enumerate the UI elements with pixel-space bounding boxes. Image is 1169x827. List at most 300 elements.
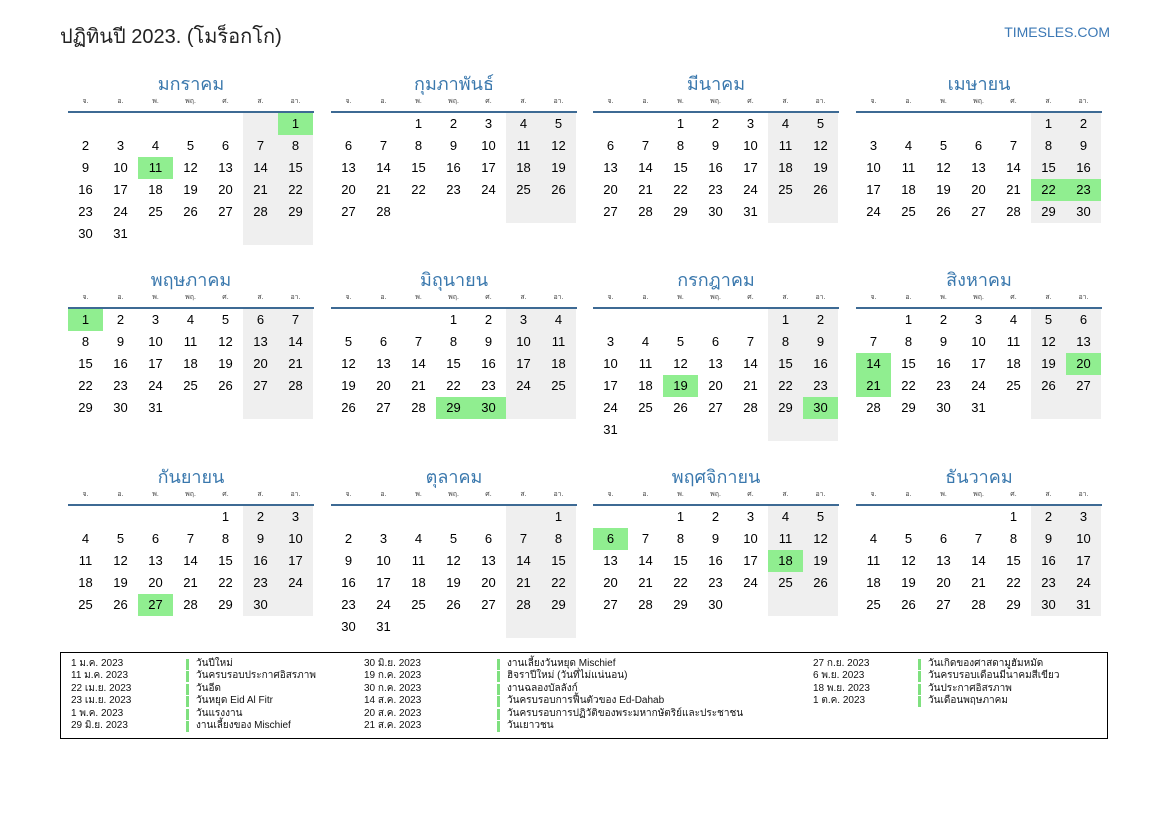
day-cell: 12: [541, 135, 576, 157]
day-cell: 16: [936, 356, 951, 371]
day-cell: 31: [603, 422, 618, 437]
legend-item: [364, 708, 804, 720]
day-cell: 13: [603, 160, 618, 175]
legend-column: [813, 658, 1103, 708]
weekday-label: อ.: [642, 294, 649, 301]
empty-day-cell: [243, 397, 278, 419]
weekday-label: พ.: [677, 491, 684, 498]
day-cell: 8: [449, 334, 458, 349]
day-cell: 27: [708, 400, 723, 415]
day-cell: 8: [221, 531, 230, 546]
day-cell: 14: [278, 331, 313, 353]
legend-date: 14 ส.ค. 2023: [364, 695, 422, 707]
weekday-label: จ.: [82, 294, 89, 301]
weekday-label: อา.: [553, 294, 564, 301]
day-cell: 27: [481, 597, 496, 612]
day-cell: 7: [869, 334, 878, 349]
day-cell: 1: [676, 116, 685, 131]
day-cell: 29: [1006, 597, 1021, 612]
month-title: สิงหาคม: [946, 270, 1012, 290]
day-cell: 6: [243, 309, 278, 331]
weekday-label: อา.: [1078, 98, 1089, 105]
empty-day-cell: [366, 309, 401, 331]
day-cell: 8: [676, 531, 685, 546]
day-cell: 18: [541, 353, 576, 375]
weekday-label: ส.: [782, 294, 789, 301]
holiday-day-cell: 11: [138, 157, 173, 179]
day-cell: 3: [278, 506, 313, 528]
day-cell: 26: [803, 572, 838, 594]
weekday-label: ส.: [257, 98, 264, 105]
day-cell: 20: [708, 378, 723, 393]
day-cell: 3: [869, 138, 878, 153]
day-cell: 25: [638, 400, 653, 415]
day-cell: 28: [506, 594, 541, 616]
empty-day-cell: [243, 113, 278, 135]
day-cell: 17: [148, 356, 163, 371]
day-cell: 31: [1066, 594, 1101, 616]
weekday-header: [331, 292, 577, 304]
weekday-label: ศ.: [1010, 98, 1017, 105]
day-grid: [331, 506, 577, 638]
empty-day-cell: [103, 113, 138, 135]
day-cell: 3: [746, 116, 755, 131]
empty-day-cell: [803, 419, 838, 441]
day-cell: 30: [708, 204, 723, 219]
day-cell: 26: [803, 179, 838, 201]
weekday-label: จ.: [607, 294, 614, 301]
day-cell: 2: [711, 509, 720, 524]
legend-holiday-name: วันเดือนพฤษภาคม: [928, 695, 1008, 707]
legend-column: [364, 658, 804, 732]
empty-day-cell: [733, 594, 768, 616]
day-cell: 17: [866, 182, 881, 197]
legend-date: 21 ส.ค. 2023: [364, 719, 422, 731]
day-cell: 19: [218, 356, 233, 371]
month-calendar: [856, 465, 1102, 616]
day-cell: 30: [1031, 594, 1066, 616]
empty-day-cell: [278, 594, 313, 616]
empty-day-cell: [541, 616, 576, 638]
legend-date: 1 ม.ค. 2023: [71, 658, 124, 669]
day-cell: 28: [866, 400, 881, 415]
day-cell: 23: [446, 182, 461, 197]
day-cell: 12: [446, 553, 461, 568]
day-cell: 14: [506, 550, 541, 572]
day-cell: 4: [414, 531, 423, 546]
empty-day-cell: [628, 309, 663, 331]
day-grid: [331, 309, 577, 419]
day-cell: 12: [901, 553, 916, 568]
holiday-day-cell: 21: [856, 375, 891, 397]
empty-day-cell: [733, 419, 768, 441]
day-cell: 5: [803, 113, 838, 135]
day-cell: 10: [278, 528, 313, 550]
day-cell: 5: [939, 138, 948, 153]
day-cell: 19: [446, 575, 461, 590]
day-cell: 20: [243, 353, 278, 375]
day-cell: 16: [1031, 550, 1066, 572]
empty-day-cell: [1066, 397, 1101, 419]
day-grid: [856, 113, 1102, 223]
day-cell: 15: [673, 553, 688, 568]
legend-date: 18 พ.ย. 2023: [813, 682, 870, 694]
day-cell: 23: [243, 572, 278, 594]
day-cell: 11: [768, 528, 803, 550]
weekday-label: อา.: [815, 98, 826, 105]
day-cell: 1: [449, 312, 458, 327]
weekday-header: [68, 96, 314, 108]
legend-date: 6 พ.ย. 2023: [813, 670, 865, 682]
month-calendar: [68, 268, 314, 419]
day-cell: 26: [183, 204, 198, 219]
weekday-label: พฤ.: [185, 491, 196, 498]
weekday-label: พฤ.: [448, 294, 459, 301]
day-cell: 13: [341, 160, 356, 175]
empty-day-cell: [768, 201, 803, 223]
empty-day-cell: [506, 616, 541, 638]
day-cell: 12: [1031, 331, 1066, 353]
legend-date: 30 มิ.ย. 2023: [364, 658, 421, 669]
day-cell: 19: [901, 575, 916, 590]
legend-date: 20 ส.ค. 2023: [364, 707, 422, 719]
empty-day-cell: [208, 397, 243, 419]
day-cell: 22: [541, 572, 576, 594]
day-cell: 9: [449, 138, 458, 153]
day-cell: 22: [411, 182, 426, 197]
day-cell: 8: [81, 334, 90, 349]
page-title: ปฏิทินปี 2023. (โมร็อกโก): [60, 26, 282, 48]
day-cell: 31: [376, 619, 391, 634]
day-cell: 21: [1006, 182, 1021, 197]
day-cell: 30: [341, 619, 356, 634]
day-cell: 19: [1031, 353, 1066, 375]
month-calendar: [331, 465, 577, 638]
weekday-label: จ.: [345, 294, 352, 301]
day-cell: 4: [506, 113, 541, 135]
day-cell: 28: [183, 597, 198, 612]
empty-day-cell: [173, 397, 208, 419]
empty-day-cell: [698, 309, 733, 331]
day-cell: 13: [376, 356, 391, 371]
day-cell: 11: [183, 334, 198, 349]
month-calendar: [593, 465, 839, 616]
day-cell: 14: [743, 356, 758, 371]
day-grid: [331, 113, 577, 223]
day-cell: 16: [1066, 157, 1101, 179]
day-cell: 27: [603, 204, 618, 219]
legend-holiday-name: วันครบรอบประกาศอิสรภาพ: [196, 670, 316, 682]
day-cell: 3: [116, 138, 125, 153]
day-cell: 16: [446, 160, 461, 175]
day-cell: 21: [243, 179, 278, 201]
legend-holiday-name: วันครบรอบเดือนมีนาคมสีเขียว: [928, 670, 1060, 682]
month-title: ธันวาคม: [945, 467, 1013, 487]
day-cell: 24: [376, 597, 391, 612]
weekday-label: ศ.: [222, 294, 229, 301]
day-cell: 22: [278, 179, 313, 201]
day-cell: 25: [411, 597, 426, 612]
day-cell: 9: [939, 334, 948, 349]
day-cell: 11: [1006, 334, 1021, 349]
weekday-header: [856, 96, 1102, 108]
day-cell: 7: [506, 528, 541, 550]
day-cell: 10: [971, 334, 986, 349]
day-cell: 9: [1066, 135, 1101, 157]
day-cell: 6: [1066, 309, 1101, 331]
empty-day-cell: [68, 506, 103, 528]
day-cell: 27: [603, 597, 618, 612]
day-cell: 9: [1031, 528, 1066, 550]
day-grid: [856, 309, 1102, 419]
legend-date: 30 ก.ค. 2023: [364, 682, 422, 694]
day-cell: 3: [151, 312, 160, 327]
day-cell: 2: [81, 138, 90, 153]
day-cell: 9: [484, 334, 493, 349]
empty-day-cell: [996, 397, 1031, 419]
day-cell: 20: [603, 575, 618, 590]
day-cell: 1: [1031, 113, 1066, 135]
empty-day-cell: [593, 506, 628, 528]
empty-day-cell: [331, 309, 366, 331]
empty-day-cell: [471, 201, 506, 223]
empty-day-cell: [698, 419, 733, 441]
day-cell: 6: [221, 138, 230, 153]
weekday-label: พ.: [677, 98, 684, 105]
holiday-day-cell: 6: [593, 528, 628, 550]
day-cell: 4: [151, 138, 160, 153]
site-brand-link[interactable]: TIMESLES.COM: [1004, 24, 1110, 40]
day-cell: 1: [414, 116, 423, 131]
weekday-label: พฤ.: [973, 491, 984, 498]
weekday-label: จ.: [345, 491, 352, 498]
empty-day-cell: [173, 506, 208, 528]
empty-day-cell: [506, 506, 541, 528]
day-cell: 1: [904, 312, 913, 327]
legend-item: [71, 708, 361, 720]
day-cell: 15: [411, 160, 426, 175]
empty-day-cell: [663, 309, 698, 331]
day-cell: 22: [673, 182, 688, 197]
day-cell: 20: [936, 575, 951, 590]
day-cell: 24: [113, 204, 128, 219]
empty-day-cell: [996, 113, 1031, 135]
day-cell: 16: [708, 553, 723, 568]
weekday-label: พ.: [677, 294, 684, 301]
day-cell: 2: [344, 531, 353, 546]
weekday-label: จ.: [870, 98, 877, 105]
day-cell: 23: [1031, 572, 1066, 594]
day-cell: 29: [673, 597, 688, 612]
day-cell: 24: [866, 204, 881, 219]
weekday-label: ส.: [782, 98, 789, 105]
day-cell: 8: [278, 135, 313, 157]
day-cell: 23: [78, 204, 93, 219]
day-cell: 3: [974, 312, 983, 327]
empty-day-cell: [401, 201, 436, 223]
day-cell: 4: [81, 531, 90, 546]
day-cell: 27: [971, 204, 986, 219]
empty-day-cell: [208, 223, 243, 245]
holiday-day-cell: 23: [1066, 179, 1101, 201]
legend-holiday-name: งานฉลองบัลลังก์: [507, 682, 578, 694]
day-cell: 21: [376, 182, 391, 197]
day-cell: 10: [603, 356, 618, 371]
day-cell: 1: [1009, 509, 1018, 524]
day-cell: 26: [113, 597, 128, 612]
day-cell: 26: [541, 179, 576, 201]
empty-day-cell: [803, 201, 838, 223]
day-cell: 28: [638, 597, 653, 612]
day-cell: 28: [743, 400, 758, 415]
empty-day-cell: [926, 506, 961, 528]
day-cell: 24: [148, 378, 163, 393]
empty-day-cell: [173, 223, 208, 245]
day-cell: 27: [936, 597, 951, 612]
holiday-day-cell: 20: [1066, 353, 1101, 375]
empty-day-cell: [366, 113, 401, 135]
day-cell: 15: [218, 553, 233, 568]
legend-item: [813, 695, 1103, 707]
weekday-header: [68, 292, 314, 304]
day-cell: 10: [376, 553, 391, 568]
day-cell: 26: [218, 378, 233, 393]
empty-day-cell: [856, 113, 891, 135]
day-cell: 9: [116, 334, 125, 349]
empty-day-cell: [926, 113, 961, 135]
day-grid: [593, 113, 839, 223]
day-cell: 15: [768, 353, 803, 375]
empty-day-cell: [401, 616, 436, 638]
day-cell: 25: [768, 572, 803, 594]
empty-day-cell: [856, 506, 891, 528]
day-cell: 4: [641, 334, 650, 349]
day-cell: 31: [148, 400, 163, 415]
day-cell: 3: [379, 531, 388, 546]
weekday-label: อา.: [290, 98, 301, 105]
day-cell: 12: [803, 528, 838, 550]
weekday-label: พ.: [415, 98, 422, 105]
legend-date: 27 ก.ย. 2023: [813, 658, 870, 669]
day-cell: 30: [113, 400, 128, 415]
day-cell: 25: [901, 204, 916, 219]
empty-day-cell: [436, 201, 471, 223]
holiday-day-cell: 29: [436, 397, 471, 419]
holiday-day-cell: 22: [1031, 179, 1066, 201]
weekday-label: อ.: [905, 98, 912, 105]
day-cell: 4: [768, 506, 803, 528]
day-cell: 10: [743, 138, 758, 153]
empty-day-cell: [138, 223, 173, 245]
day-cell: 12: [341, 356, 356, 371]
empty-day-cell: [401, 506, 436, 528]
legend-item: [71, 658, 361, 670]
weekday-header: [331, 96, 577, 108]
empty-day-cell: [541, 201, 576, 223]
day-cell: 7: [746, 334, 755, 349]
empty-day-cell: [278, 397, 313, 419]
legend-holiday-name: วันเกิดของศาสดามูฮัมหมัด: [928, 658, 1044, 669]
weekday-label: พฤ.: [710, 98, 721, 105]
weekday-label: อา.: [553, 98, 564, 105]
weekday-label: อ.: [380, 294, 387, 301]
day-cell: 6: [344, 138, 353, 153]
weekday-label: พ.: [152, 98, 159, 105]
day-cell: 7: [414, 334, 423, 349]
day-cell: 16: [113, 356, 128, 371]
month-title: พฤศจิกายน: [671, 467, 761, 487]
legend-item: [364, 670, 804, 682]
legend-date: 23 เม.ย. 2023: [71, 695, 132, 707]
day-cell: 4: [1009, 312, 1018, 327]
day-cell: 5: [904, 531, 913, 546]
day-cell: 24: [743, 575, 758, 590]
day-cell: 18: [78, 575, 93, 590]
weekday-label: พฤ.: [448, 491, 459, 498]
day-cell: 25: [768, 179, 803, 201]
day-cell: 16: [481, 356, 496, 371]
day-cell: 13: [936, 553, 951, 568]
holiday-day-cell: 19: [663, 375, 698, 397]
day-grid: [593, 309, 839, 441]
day-cell: 23: [708, 575, 723, 590]
day-cell: 5: [221, 312, 230, 327]
day-cell: 26: [936, 204, 951, 219]
month-title: กันยายน: [157, 467, 225, 487]
day-cell: 28: [971, 597, 986, 612]
weekday-header: [593, 292, 839, 304]
holiday-day-cell: 30: [803, 397, 838, 419]
weekday-label: ศ.: [485, 294, 492, 301]
day-cell: 24: [1066, 572, 1101, 594]
day-cell: 18: [506, 157, 541, 179]
weekday-label: อ.: [380, 491, 387, 498]
day-cell: 2: [243, 506, 278, 528]
day-cell: 29: [278, 201, 313, 223]
weekday-label: ส.: [257, 294, 264, 301]
day-cell: 18: [901, 182, 916, 197]
day-cell: 5: [541, 113, 576, 135]
day-cell: 19: [183, 182, 198, 197]
weekday-label: ศ.: [485, 491, 492, 498]
day-cell: 29: [218, 597, 233, 612]
day-cell: 13: [603, 553, 618, 568]
empty-day-cell: [961, 113, 996, 135]
day-cell: 8: [541, 528, 576, 550]
empty-day-cell: [471, 506, 506, 528]
day-cell: 10: [481, 138, 496, 153]
legend-holiday-name: วันครบรอบการปฏิวัติของพระมหากษัตริย์และประชาชน: [507, 707, 744, 719]
legend-item: [364, 658, 804, 670]
empty-day-cell: [593, 309, 628, 331]
day-cell: 11: [411, 553, 426, 568]
empty-day-cell: [733, 309, 768, 331]
day-cell: 10: [743, 531, 758, 546]
empty-day-cell: [331, 113, 366, 135]
day-cell: 23: [936, 378, 951, 393]
day-cell: 8: [768, 331, 803, 353]
day-cell: 27: [1066, 375, 1101, 397]
day-cell: 8: [1031, 135, 1066, 157]
empty-day-cell: [366, 506, 401, 528]
day-cell: 30: [708, 597, 723, 612]
legend-holiday-name: วันประกาศอิสรภาพ: [928, 682, 1012, 694]
legend-holiday-name: วันอีด: [196, 682, 221, 694]
empty-day-cell: [891, 113, 926, 135]
month-title: ตุลาคม: [425, 467, 483, 487]
weekday-label: ส.: [1045, 491, 1052, 498]
month-calendar: [68, 72, 314, 245]
